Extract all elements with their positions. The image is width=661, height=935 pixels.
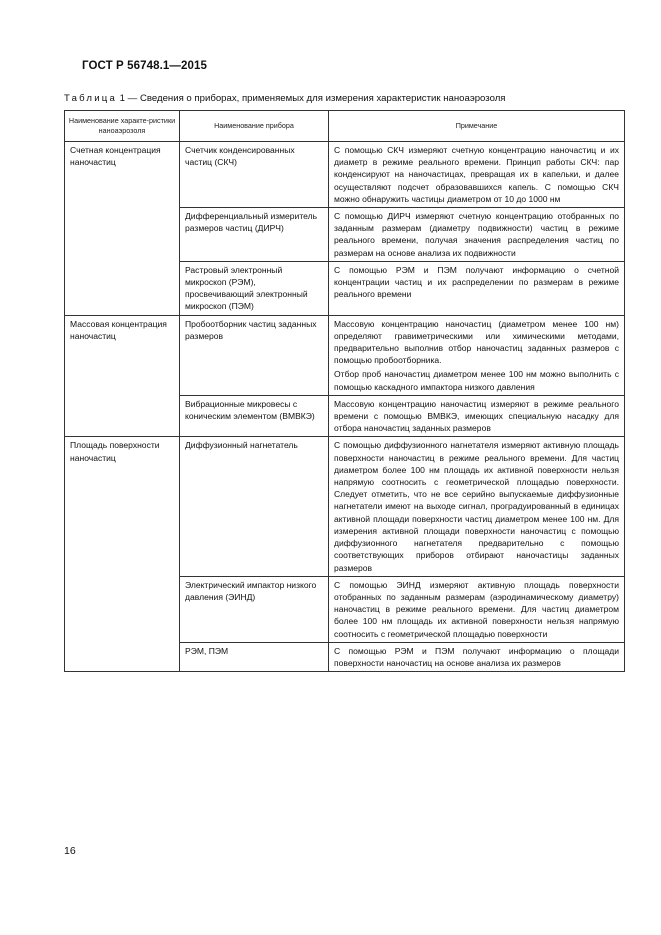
device-cell: Растровый электронный микроскоп (РЭМ), просвечивающий электронный микроскоп (ПЭМ) [180, 261, 329, 315]
table-row [65, 142, 625, 208]
characteristic-cell: Счетная концентрация наночастиц [65, 142, 180, 316]
note-cell [329, 395, 625, 437]
note-paragraph: С помощью ДИРЧ измеряют счетную концентрацию отобранных по заданным размерам (диаметру подвижности) частиц в режиме реального времени, получая значения распределения частиц по размерам на основе анализа их подвижности [334, 211, 619, 258]
note-cell [329, 642, 625, 671]
table-caption-label: Таблица [64, 93, 118, 104]
device-cell: Вибрационные микровесы с коническим элементом (ВМВКЭ) [180, 395, 329, 437]
note-cell [329, 261, 625, 315]
note-paragraph: С помощью РЭМ и ПЭМ получают информацию о счетной концентрации частиц и их распределении по размерам в режиме реального времени [334, 264, 619, 300]
note-cell [329, 437, 625, 576]
note-cell [329, 315, 625, 395]
note-cell [329, 142, 625, 208]
device-cell: Счетчик конденсированных частиц (СКЧ) [180, 142, 329, 208]
col-header-characteristic: Наименование характе-ристики наноаэрозоля [65, 111, 180, 142]
note-paragraph: С помощью ЭИНД измеряют активную площадь поверхности отобранных по заданным размерам (аэродинамическому диаметру) наночастиц в режиме реального времени. Для частиц диаметром более 100 нм площадь их активной поверхности нельзя напрямую соотносить с геометрической площадью поверхности [334, 579, 619, 639]
note-paragraph: С помощью диффузионного нагнетателя измеряют активную площадь поверхности наночастиц в режиме реального времени. Для частиц диаметром более 100 нм площадь их активной поверхности нельзя напрямую соотносить с геометрической площадью поверхности. Следует отметить, что не все серийно выпускаемые диффузионные нагнетатели имеют на выходе сигнал, проградуированный в единицах активной площади поверхности частиц диаметром менее 100 нм. Для измерения активной площади поверхности наночастиц с помощью диффузионного нагнетателя предварительно с помощью соответствующих приборов отбирают наночастицы заданных размеров [334, 440, 619, 573]
device-cell: РЭМ, ПЭМ [180, 642, 329, 671]
characteristic-cell: Массовая концентрация наночастиц [65, 315, 180, 437]
col-header-note: Примечание [329, 111, 625, 142]
page-number: 16 [64, 845, 76, 857]
document-header: ГОСТ Р 56748.1—2015 [82, 60, 207, 72]
table-caption-text: 1 — Сведения о приборах, применяемых для измерения характеристик наноаэрозоля [117, 93, 506, 104]
note-cell [329, 208, 625, 262]
device-cell: Пробоотборник частиц заданных размеров [180, 315, 329, 395]
table-caption [64, 93, 506, 104]
table-header-row [65, 111, 625, 142]
note-paragraph: Отбор проб наночастиц диаметром менее 100 нм можно выполнить с помощью каскадного импактора низкого давления [334, 369, 619, 392]
table-row [65, 315, 625, 395]
col-header-device: Наименование прибора [180, 111, 329, 142]
device-cell: Дифференциальный измеритель размеров частиц (ДИРЧ) [180, 208, 329, 262]
characteristic-cell: Площадь поверхности наночастиц [65, 437, 180, 672]
note-paragraph: С помощью РЭМ и ПЭМ получают информацию о площади поверхности наночастиц на основе анализа их размеров [334, 645, 619, 668]
device-cell: Электрический импактор низкого давления (ЭИНД) [180, 576, 329, 642]
note-paragraph: Массовую концентрацию наночастиц (диаметром менее 100 нм) определяют гравиметрическими или химическими методами, предварительно выполнив отбор наночастиц заданных размеров с помощью пробоотборника. [334, 318, 619, 366]
note-paragraph: С помощью СКЧ измеряют счетную концентрацию наночастиц и их диаметр в режиме реального времени. Принцип работы СКЧ: пар конденсируют на наночастицах, превращая их в капельки, и далее осуществляют подсчет образовавшихся капель. С помощью СКЧ можно обнаружить частицы диаметром от 10 до 1000 нм [334, 145, 619, 204]
devices-table [64, 110, 625, 672]
table-row [65, 437, 625, 576]
device-cell: Диффузионный нагнетатель [180, 437, 329, 576]
note-cell [329, 576, 625, 642]
note-paragraph: Массовую концентрацию наночастиц измеряют в режиме реального времени с помощью ВМВКЭ, имеющих специальную насадку для отбора наночастиц заданных размеров [334, 398, 619, 434]
